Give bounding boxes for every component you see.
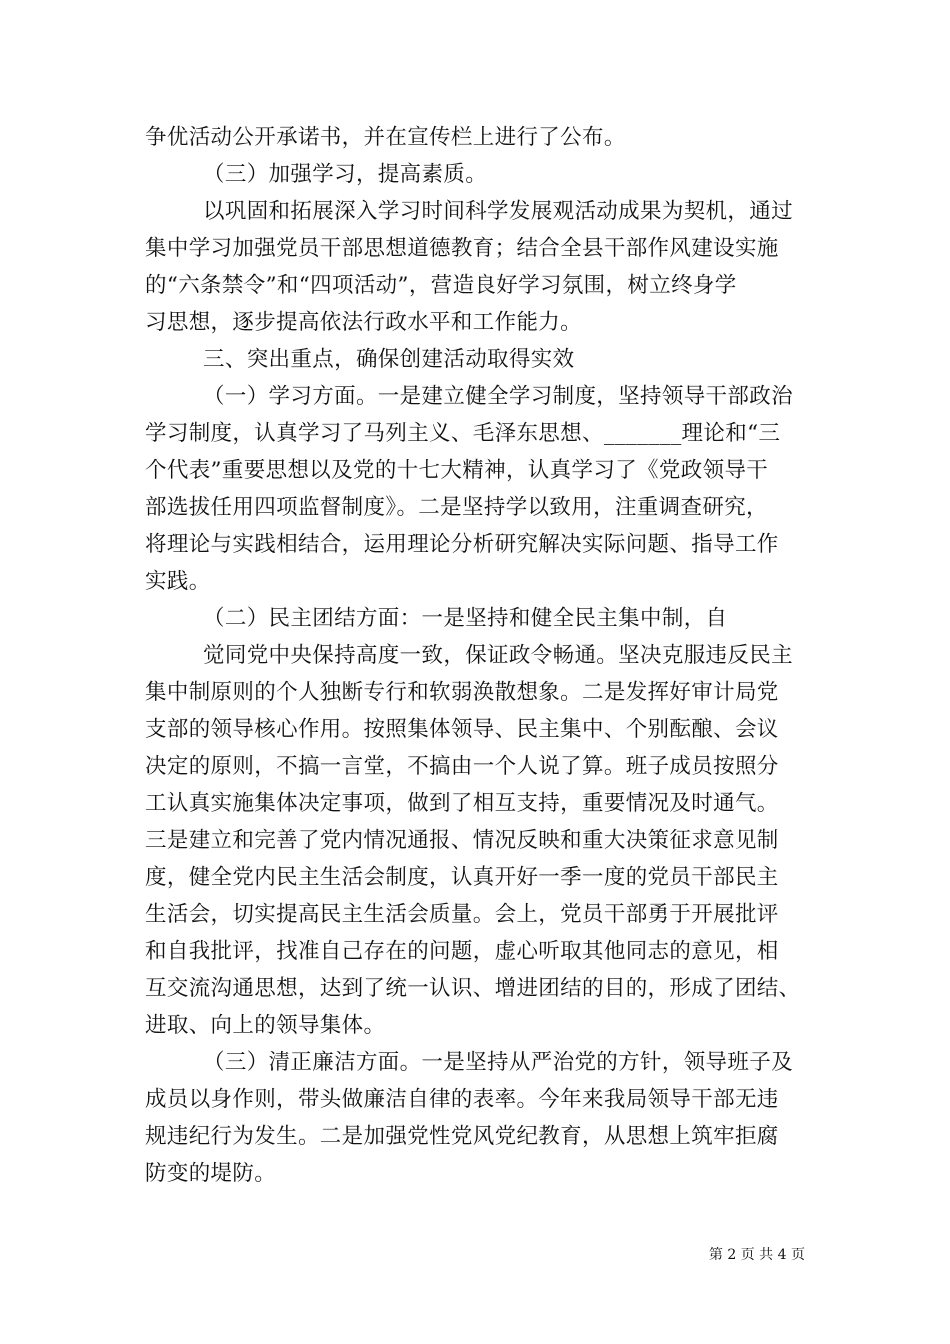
text-line: 三是建立和完善了党内情况通报、情况反映和重大决策征求意见制 <box>145 828 779 853</box>
text-line: 学习制度，认真学习了马列主义、毛泽东思想、_______理论和“三 <box>145 421 781 446</box>
text-line: 个代表”重要思想以及党的十七大精神，认真学习了《党政领导干 <box>145 458 769 483</box>
text-line: 将理论与实践相结合，运用理论分析研究解决实际问题、指导工作 <box>145 532 779 557</box>
text-line: 部选拔任用四项监督制度》。二是坚持学以致用，注重调查研究， <box>145 495 768 520</box>
text-line: 防变的堤防。 <box>145 1161 277 1186</box>
text-line: 习思想，逐步提高依法行政水平和工作能力。 <box>145 310 583 335</box>
text-line: 成员以身作则，带头做廉洁自律的表率。今年来我局领导干部无违 <box>145 1087 779 1112</box>
text-line: 集中学习加强党员干部思想道德教育；结合全县干部作风建设实施 <box>145 236 779 261</box>
text-line: 实践。 <box>145 569 211 594</box>
text-line: 和自我批评，找准自己存在的问题，虚心听取其他同志的意见，相 <box>145 939 779 964</box>
text-line: 决定的原则，不搞一言堂，不搞由一个人说了算。班子成员按照分 <box>145 754 779 779</box>
text-line: 度，健全党内民主生活会制度，认真开好一季一度的党员干部民主 <box>145 865 779 890</box>
text-line: 的“六条禁令”和“四项活动”，营造良好学习氛围，树立终身学 <box>145 273 737 298</box>
text-line: 规违纪行为发生。二是加强党性党风党纪教育，从思想上筑牢拒腐 <box>145 1124 779 1149</box>
paragraph-start: 以巩固和拓展深入学习时间科学发展观活动成果为契机，通过 <box>203 199 793 224</box>
paragraph-start: （一）学习方面。一是建立健全学习制度，坚持领导干部政治 <box>203 384 793 409</box>
section-heading: （三）加强学习，提高素质。 <box>203 162 488 187</box>
section-heading: 三、突出重点，确保创建活动取得实效 <box>203 347 575 372</box>
text-line: 生活会，切实提高民主生活会质量。会上，党员干部勇于开展批评 <box>145 902 779 927</box>
text-line: 工认真实施集体决定事项，做到了相互支持，重要情况及时通气。 <box>145 791 779 816</box>
page-number: 第 2 页 共 4 页 <box>708 1247 805 1263</box>
paragraph-start: （三）清正廉洁方面。一是坚持从严治党的方针，领导班子及 <box>203 1050 793 1075</box>
text-line: 进取、向上的领导集体。 <box>145 1013 386 1038</box>
text-line: 互交流沟通思想，达到了统一认识、增进团结的目的，形成了团结、 <box>145 976 801 1001</box>
text-line: 支部的领导核心作用。按照集体领导、民主集中、个别酝酿、会议 <box>145 717 779 742</box>
text-line: 争优活动公开承诺书，并在宣传栏上进行了公布。 <box>145 125 626 150</box>
paragraph-start: 觉同党中央保持高度一致，保证政令畅通。坚决克服违反民主 <box>203 643 793 668</box>
text-line: 集中制原则的个人独断专行和软弱涣散想象。二是发挥好审计局党 <box>145 680 779 705</box>
paragraph-start: （二）民主团结方面：一是坚持和健全民主集中制，自 <box>203 606 728 631</box>
